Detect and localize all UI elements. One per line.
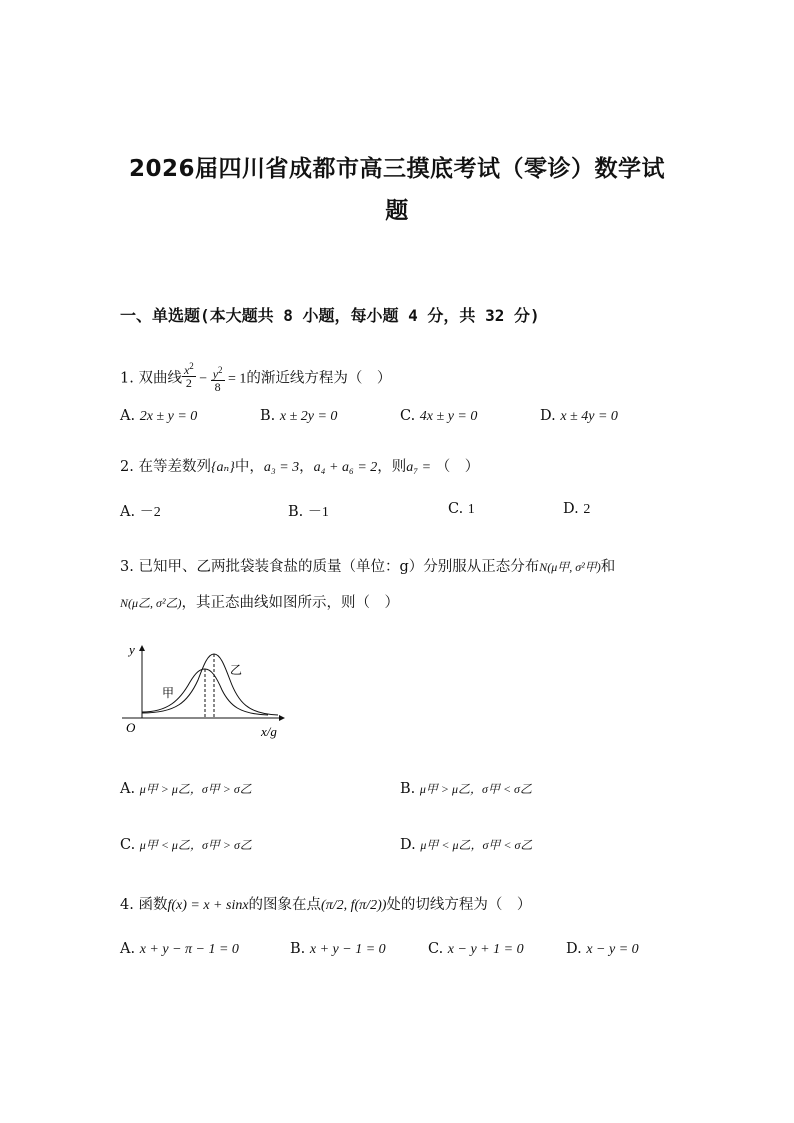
fraction-y2-over-8: $\frac{y^2}{8}$ xyxy=(212,365,223,394)
curve-yi-label: 乙 xyxy=(230,663,243,677)
option-1D[interactable]: D. x ± 4y = 0 xyxy=(540,408,618,424)
option-4A[interactable]: A. x + y − π − 1 = 0 xyxy=(120,941,239,957)
normal-curves-figure xyxy=(118,640,290,740)
curve-jia-label: 甲 xyxy=(162,686,175,700)
option-1C[interactable]: C. 4x ± y = 0 xyxy=(400,408,478,424)
question-number: 3. xyxy=(120,559,134,575)
question-number: 2. xyxy=(120,459,134,475)
origin-label: O xyxy=(126,720,136,735)
option-1A[interactable]: A. 2x ± y = 0 xyxy=(120,408,198,424)
question-number: 4. xyxy=(120,897,134,913)
question-3-line1: 3. 已知甲、乙两批袋装食盐的质量（单位：g）分别服从正态分布N(μ甲, σ²甲)和 xyxy=(120,559,616,575)
option-2C[interactable]: C. 1 xyxy=(448,501,475,517)
option-2B[interactable]: B. －1 xyxy=(288,504,329,520)
page-title-line2: 题 xyxy=(385,198,409,224)
y-axis-label: y xyxy=(129,642,135,657)
option-4D[interactable]: D. x − y = 0 xyxy=(566,941,639,957)
section-heading: 一、单选题(本大题共 8 小题，每小题 4 分，共 32 分) xyxy=(120,306,540,325)
option-3C[interactable]: C. μ甲 < μ乙，σ甲 > σ乙 xyxy=(120,837,252,853)
option-1B[interactable]: B. x ± 2y = 0 xyxy=(260,408,338,424)
option-4B[interactable]: B. x + y − 1 = 0 xyxy=(290,941,386,957)
question-text: 的渐近线方程为（ ） xyxy=(246,370,392,387)
curve-yi xyxy=(142,654,278,715)
question-1: 1. 双曲线 $\frac{x^2}{2}$ − $\frac{y^2}{8}$ = 1的渐近线方程为（ ） xyxy=(120,361,392,394)
option-2D[interactable]: D. 2 xyxy=(563,501,591,517)
option-3D[interactable]: D. μ甲 < μ乙，σ甲 < σ乙 xyxy=(400,837,533,853)
question-text: 双曲线 xyxy=(138,370,182,387)
question-number: 1. xyxy=(120,370,134,387)
question-4: 4. 函数f(x) = x + sinx的图象在点(π/2, f(π/2))处的切线方程为（ ） xyxy=(120,897,532,913)
page-title-line1: 2026届四川省成都市高三摸底考试（零诊）数学试 xyxy=(128,156,665,182)
option-3A[interactable]: A. μ甲 > μ乙，σ甲 > σ乙 xyxy=(120,781,252,797)
question-3-line2: N(μ乙, σ²乙)，其正态曲线如图所示，则（ ） xyxy=(120,595,400,611)
question-2: 2. 在等差数列{aₙ}中，a₃ = 3，a₄ + a₆ = 2，则a₇ = （ ） xyxy=(120,459,480,475)
fraction-x2-over-2: $\frac{x^2}{2}$ xyxy=(183,361,194,390)
x-axis-label: x/g xyxy=(261,724,277,739)
option-2A[interactable]: A. －2 xyxy=(120,504,161,520)
option-4C[interactable]: C. x − y + 1 = 0 xyxy=(428,941,524,957)
option-3B[interactable]: B. μ甲 > μ乙，σ甲 < σ乙 xyxy=(400,781,532,797)
